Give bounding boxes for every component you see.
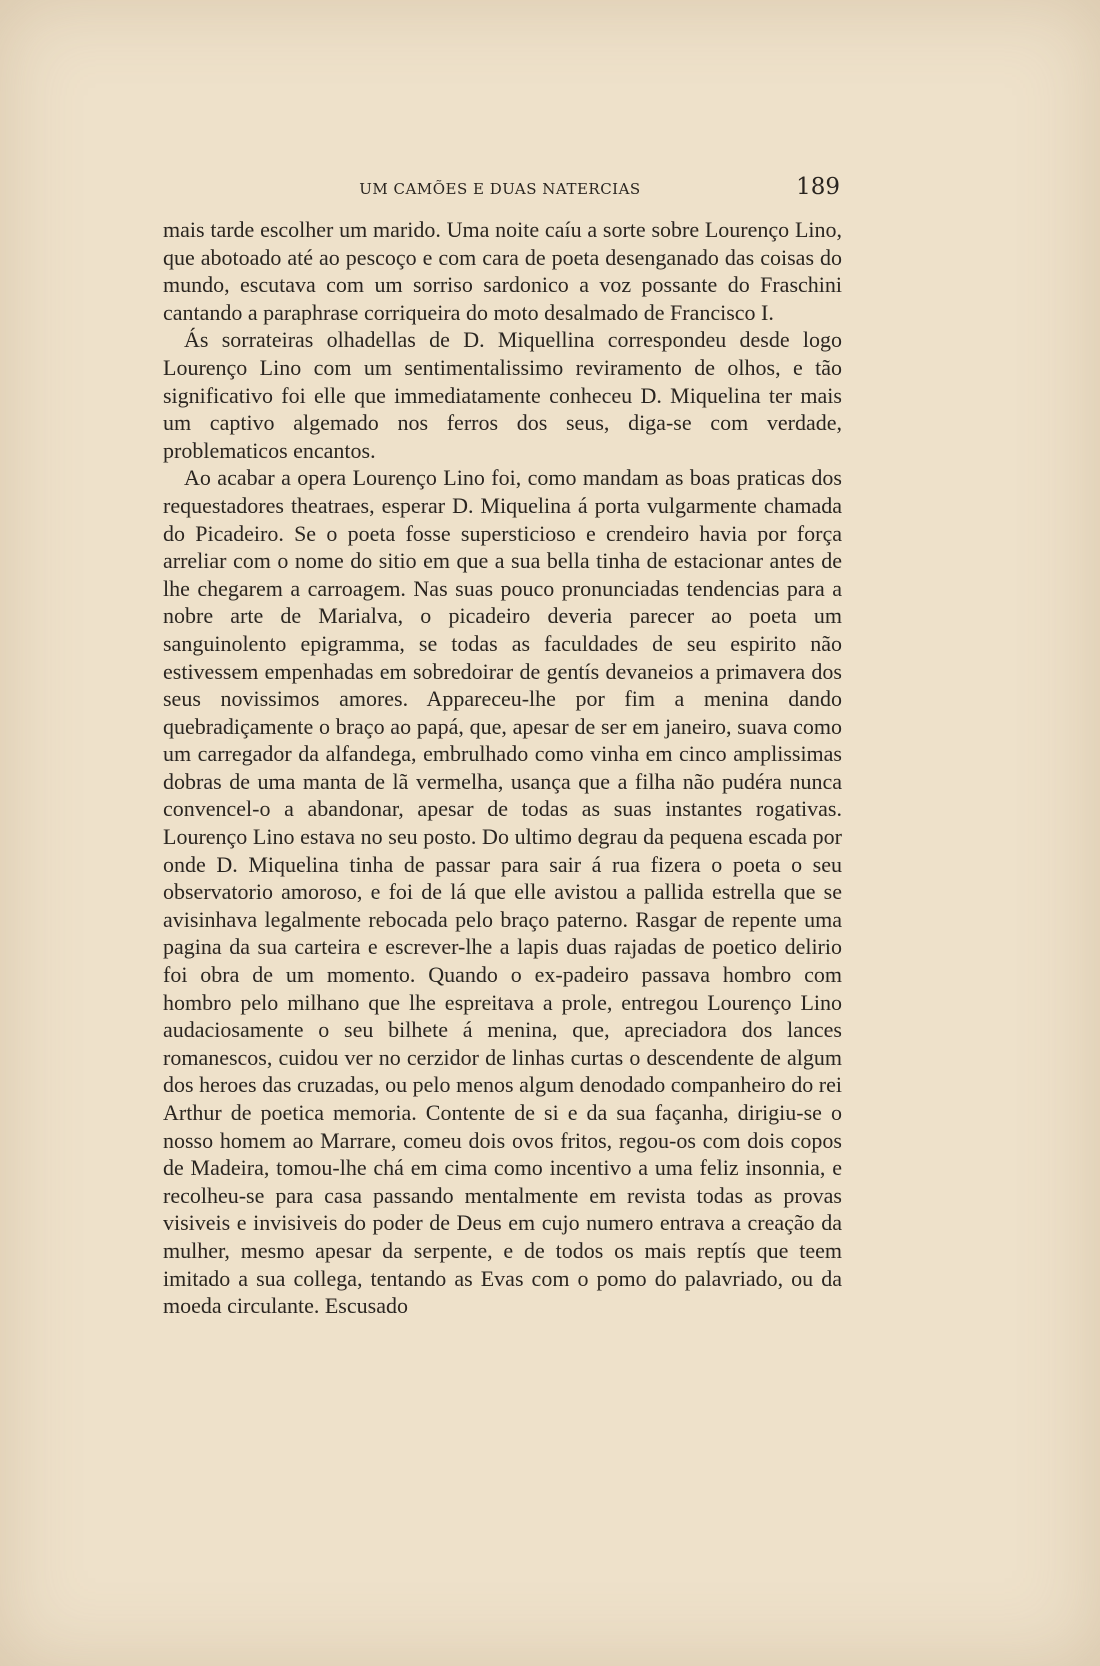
page-header (160, 174, 840, 204)
paragraph: Ao acabar a opera Lourenço Lino foi, como mandam as boas praticas dos requestadores theatraes, esperar D. Miquelina á porta vulgarmente chamada do Picadeiro. Se o poeta fosse supersticioso e crendeiro havia por força arreliar com o nome do sitio em que a sua bella tinha de estacionar antes de lhe chegarem a carroagem. Nas suas pouco pronunciadas tendencias para a nobre arte de Marialva, o picadeiro deveria parecer ao poeta um sanguinolento epigramma, se todas as faculdades de seu espirito não estivessem empenhadas em sobredoirar de gentís devaneios a primavera dos seus novissimos amores. Appareceu-lhe por fim a menina dando quebradiçamente o braço ao papá, que, apesar de ser em janeiro, suava como um carregador da alfandega, embrulhado como vinha em cinco amplissimas dobras de uma manta de lã vermelha, usança que a filha não pudéra nunca convencel-o a abandonar, apesar de todas as suas instantes rogativas. Lourenço Lino estava no seu posto. Do ultimo degrau da pequena escada por onde D. Miquelina tinha de passar para sair á rua fizera o poeta o seu observatorio amoroso, e foi de lá que elle avistou a pallida estrella que se avisinhava legalmente rebocada pelo braço paterno. Rasgar de repente uma pagina da sua carteira e escrever-lhe a lapis duas rajadas de poetico delirio foi obra de um momento. Quando o ex-padeiro passava hombro com hombro pelo milhano que lhe espreitava a prole, entregou Lourenço Lino audaciosamente o seu bilhete á menina, que, apreciadora dos lances romanescos, cuidou ver no cerzidor de linhas curtas o descendente de algum dos heroes das cruzadas, ou pelo menos algum denodado companheiro do rei Arthur de poetica memoria. Contente de si e da sua façanha, dirigiu-se o nosso homem ao Marrare, comeu dois ovos fritos, regou-os com dois copos de Madeira, tomou-lhe chá em cima como incentivo a uma feliz insonnia, e recolheu-se para casa passando mentalmente em revista todas as provas visiveis e invisiveis do poder de Deus em cujo numero entrava a creação da mulher, mesmo apesar da serpente, e de todos os mais reptís que teem imitado a sua collega, tentando as Evas com o pomo do palavriado, ou da moeda circulante. Escusado (163, 465, 842, 1319)
paragraph: Ás sorrateiras olhadellas de D. Miquellina correspondeu desde logo Lourenço Lino com um sentimentalissimo reviramento de olhos, e tão significativo foi elle que immediatamente conheceu D. Miquelina ter mais um captivo algemado nos ferros dos seus, diga-se com verdade, problematicos encantos. (163, 327, 842, 463)
body-text (163, 216, 842, 1320)
paragraph: mais tarde escolher um marido. Uma noite caíu a sorte sobre Lourenço Lino, que abotoado até ao pescoço e com cara de poeta desenganado das coisas do mundo, escutava com um sorriso sardonico a voz possante do Fraschini cantando a paraphrase corriqueira do moto desalmado de Francisco I. (163, 217, 842, 325)
page-number: 189 (796, 174, 840, 200)
running-head: UM CAMÕES E DUAS NATERCIAS (359, 180, 641, 198)
